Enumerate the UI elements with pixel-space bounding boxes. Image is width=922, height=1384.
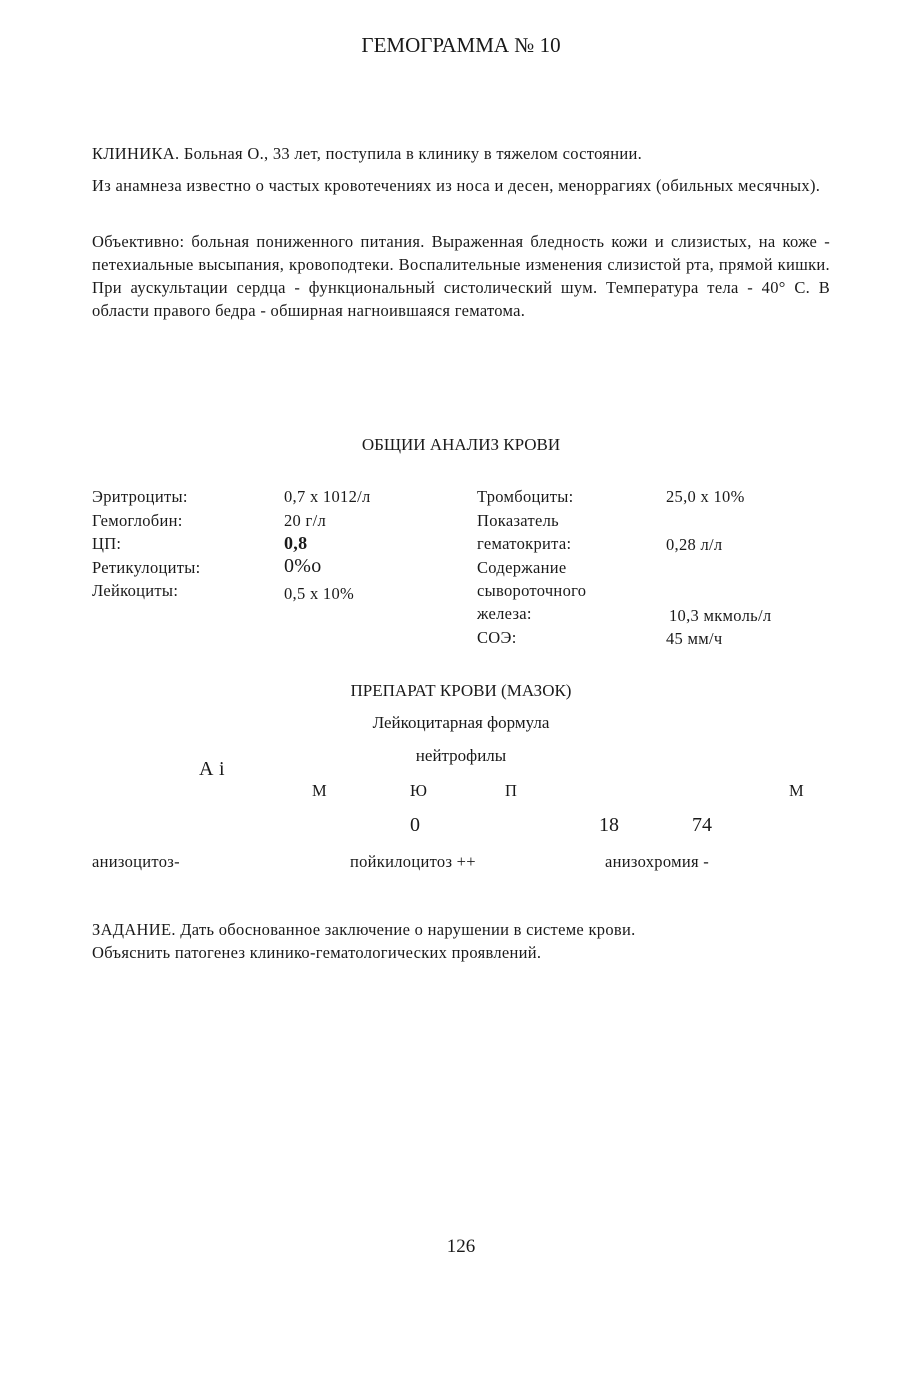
erythrocytes-value: 0,7 х 1012/л: [284, 487, 371, 506]
color-index-label: ЦП:: [92, 534, 122, 553]
serum-iron-value: 10,3 мкмоль/л: [669, 606, 772, 625]
col-header-band: П: [505, 781, 518, 800]
leukocytes-label: Лейкоциты:: [92, 581, 179, 600]
clinic-paragraph-1: КЛИНИКА. Больная О., 33 лет, поступила в клинику в тяжелом состоянии.: [92, 144, 643, 163]
erythrocytes-label: Эритроциты:: [92, 487, 188, 506]
platelets-label: Тромбоциты:: [477, 487, 574, 506]
hemoglobin-value: 20 г/л: [284, 511, 327, 530]
page-number: 126: [446, 1236, 476, 1257]
col-header-ai: А i: [199, 758, 225, 780]
task-line-1: ЗАДАНИЕ. Дать обоснованное заключение о нарушении в системе крови.: [92, 920, 636, 939]
value-segmented: 18: [599, 814, 619, 836]
smear-heading: ПРЕПАРАТ КРОВИ (МАЗОК): [350, 681, 572, 700]
clinic-paragraph-2: Из анамнеза известно о частых кровотечениях из носа и десен, меноррагиях (обильных месячных).: [92, 176, 821, 195]
hemoglobin-label: Гемоглобин:: [92, 511, 183, 530]
neutrophils-heading: нейтрофилы: [415, 746, 507, 765]
poikilocytosis: пойкилоцитоз ++: [350, 852, 476, 871]
value-lymphocytes: 74: [692, 814, 712, 836]
esr-label: СОЭ:: [477, 628, 517, 647]
color-index-value: 0,8: [284, 533, 308, 553]
value-juvenile: 0: [410, 814, 420, 836]
col-header-monocytes: М: [789, 781, 804, 800]
serum-iron-label-line2: сывороточного: [477, 581, 587, 600]
hematocrit-label-line2: гематокрита:: [477, 534, 572, 553]
leukocyte-formula-heading: Лейкоцитарная формула: [372, 713, 550, 732]
serum-iron-label-line3: железа:: [477, 604, 532, 623]
blood-analysis-heading: ОБЩИИ АНАЛИЗ КРОВИ: [361, 435, 561, 454]
page-title: ГЕМОГРАММА № 10: [361, 33, 561, 57]
anisocytosis: анизоцитоз-: [92, 852, 180, 871]
anisochromia: анизохромия -: [605, 852, 710, 871]
clinic-paragraph-3: Объективно: больная пониженного питания. Выраженная бледность кожи и слизистых, на коже - петехиальные высыпания, кровоподтеки. Воспалительные изменения слизистой рта, прямой кишки. При аускультации сердца - функциональный систолический шум. Температура тела - 40° С. В области правого бедра - обширная нагноившаяся гематома.: [92, 232, 830, 320]
hematocrit-label-line1: Показатель: [477, 511, 559, 530]
task-line-2: Объяснить патогенез клинико-гематологических проявлений.: [92, 943, 542, 962]
leukocytes-value: 0,5 х 10%: [284, 584, 355, 603]
serum-iron-label-line1: Содержание: [477, 558, 567, 577]
col-header-metamyelocytes: М: [312, 781, 327, 800]
col-header-juvenile: Ю: [410, 781, 428, 800]
platelets-value: 25,0 х 10%: [666, 487, 745, 506]
hematocrit-value: 0,28 л/л: [666, 535, 723, 554]
reticulocytes-value: 0%о: [284, 555, 322, 577]
esr-value: 45 мм/ч: [666, 629, 723, 648]
reticulocytes-label: Ретикулоциты:: [92, 558, 201, 577]
